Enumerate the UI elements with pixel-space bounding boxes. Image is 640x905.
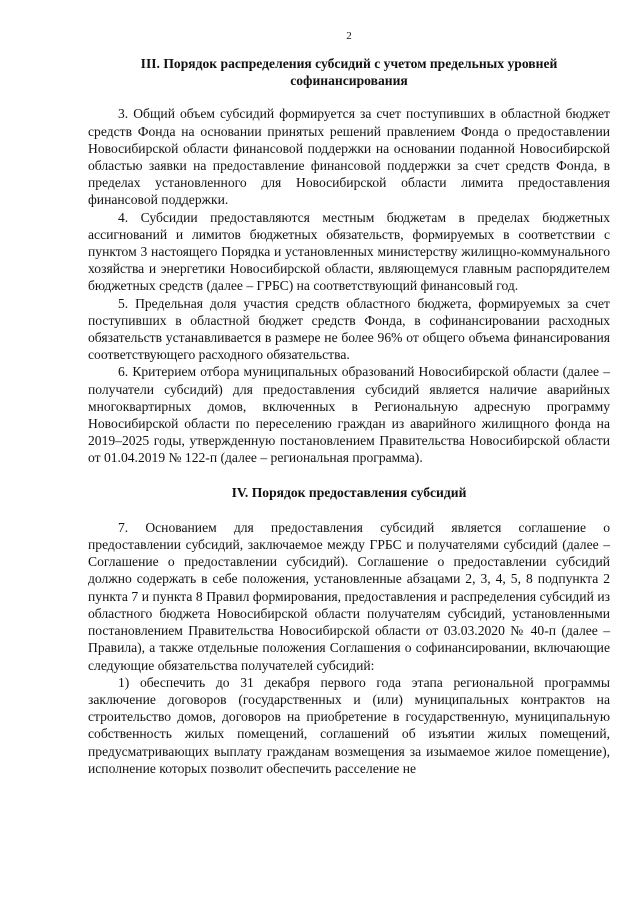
paragraph-6: 6. Критерием отбора муниципальных образований Новосибирской области (далее – получатели субсидий) для предоставления субсидий является наличие аварийных многоквартирных домов, включенных в Региональную адресную программу Новосибирской области по переселению граждан из аварийного жилищного фонда на 2019–2025 годы, утвержденную постановлением Правительства Новосибирской области от 01.04.2019 № 122-п (далее – региональная программа). [88, 364, 610, 466]
section-3-heading: III. Порядок распределения субсидий с учетом предельных уровней софинансирования [140, 56, 558, 89]
paragraph-7-item-1: 1) обеспечить до 31 декабря первого года этапа региональной программы заключение договоров (государственных и (или) муниципальных контрактов на строительство домов, договоров на приобретение в государственную, муниципальную собственность жилых помещений, соглашений об изъятии жилых помещений, предусматривающих выплату гражданам возмещения за изымаемое жилое помещение), исполнение которых позволит обеспечить расселение не [88, 674, 610, 776]
paragraph-5: 5. Предельная доля участия средств областного бюджета, формируемых за счет поступивших в областной бюджет средств Фонда, в софинансировании расходных обязательств устанавливается в размере не более 96% от общего объема финансирования соответствующего расходного обязательства. [88, 295, 610, 363]
paragraph-7: 7. Основанием для предоставления субсидий является соглашение о предоставлении субсидий, заключаемое между ГРБС и получателями субсидий (далее – Соглашение о предоставлении субсидий). Соглашение о предоставлении субсидий должно содержать в себе положения, установленные абзацами 2, 3, 4, 5, 8 подпункта 2 пункта 7 и пункта 8 Правил формирования, предоставления и распределения субсидий из областного бюджета Новосибирской области получателям субсидий, установленными постановлением Правительства Новосибирской области от 03.03.2020 № 40-п (далее – Правила), а также отдельные положения Соглашения о софинансировании, включающие следующие обязательства получателей субсидий: [88, 519, 610, 673]
page-number: 2 [346, 30, 352, 42]
paragraph-4: 4. Субсидии предоставляются местным бюджетам в пределах бюджетных ассигнований и лимитов бюджетных обязательств, формируемых в соответствии с пунктом 3 настоящего Порядка и установленных министерству жилищно-коммунального хозяйства и энергетики Новосибирской области, являющемуся главным распорядителем бюджетных средств (далее – ГРБС) на соответствующий финансовый год. [88, 209, 610, 294]
section-4-heading: IV. Порядок предоставления субсидий [231, 484, 467, 500]
paragraph-3: 3. Общий объем субсидий формируется за счет поступивших в областной бюджет средств Фонда на основании принятых решений правлением Фонда о предоставлении Новосибирской области финансовой поддержки на основании поданной Новосибирской областью заявки на предоставление финансовой поддержки за счет средств Фонда, в пределах установленного для Новосибирской области лимита предоставления финансовой поддержки. [88, 106, 610, 208]
